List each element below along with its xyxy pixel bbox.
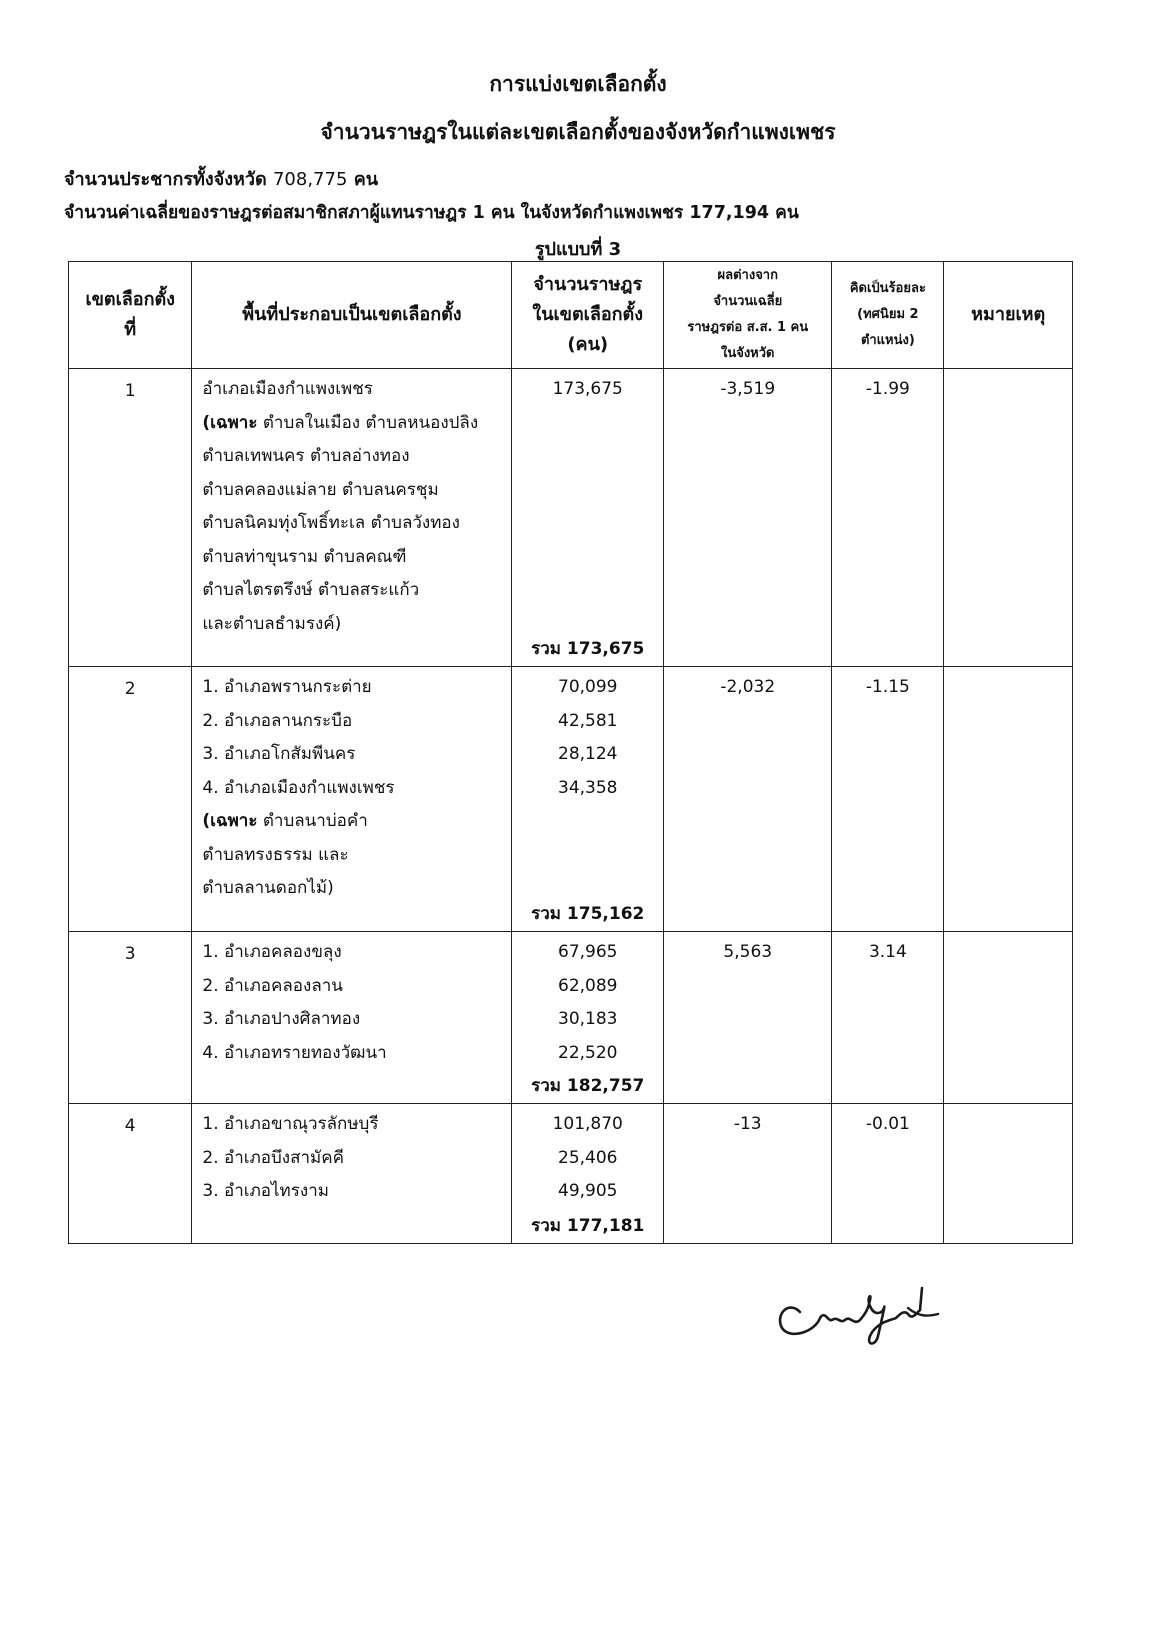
area-line <box>202 373 510 407</box>
population-total: รวม 175,162 <box>531 903 645 924</box>
district-area <box>192 667 512 932</box>
area-line-text: 3. อำเภอโกสัมพีนคร <box>202 744 356 764</box>
population-total: รวม 177,181 <box>531 1215 645 1236</box>
area-line-text: 4. อำเภอเมืองกำแพงเพชร <box>202 777 395 798</box>
population-value: 22,520 <box>558 1042 618 1063</box>
district-percent <box>832 1104 944 1244</box>
area-line <box>202 1175 510 1209</box>
population-value: 49,905 <box>558 1181 618 1201</box>
district-number: 3 <box>69 932 192 1104</box>
diff-value: 5,563 <box>723 942 773 962</box>
area-line-text: ตำบลนาบ่อคำ <box>257 811 368 831</box>
population-value: 101,870 <box>552 1114 623 1134</box>
area-line-text: 2. อำเภอคลองลาน <box>202 975 343 996</box>
population-value <box>513 574 662 608</box>
area-line-text: ตำบลท่าขุนราม ตำบลคณฑี <box>202 546 407 567</box>
header-area: พื้นที่ประกอบเป็นเขตเลือกตั้ง <box>192 262 512 369</box>
average-line: จำนวนค่าเฉลี่ยของราษฎรต่อสมาชิกสภาผู้แทนราษฎร 1 คน ในจังหวัดกำแพงเพชร 177,194 คน <box>64 203 799 223</box>
area-line-text: ตำบลทรงธรรม และ <box>202 844 349 865</box>
diff-value: -3,519 <box>720 379 776 399</box>
area-line-text: ตำบลไตรตรึงษ์ ตำบลสระแก้ว <box>202 580 420 600</box>
district-population <box>512 667 664 932</box>
area-line-emphasis: (เฉพาะ <box>202 412 258 433</box>
district-number: 4 <box>69 1104 192 1244</box>
area-line-text: ตำบลนิคมทุ่งโพธิ์ทะเล ตำบลวังทอง <box>202 513 460 533</box>
area-line <box>202 440 510 474</box>
population-value: 67,965 <box>558 942 618 962</box>
area-line-text: 3. อำเภอปางศิลาทอง <box>202 1009 361 1029</box>
district-diff <box>664 1104 832 1244</box>
population-value: 708,775 <box>272 169 348 190</box>
signature-image <box>770 1270 960 1360</box>
district-percent <box>832 369 944 667</box>
population-total: รวม 182,757 <box>531 1075 645 1096</box>
percent-value: -1.99 <box>865 379 910 399</box>
population-unit: คน <box>353 169 379 190</box>
population-value <box>513 407 662 441</box>
model-label: รูปแบบที่ 3 <box>534 239 622 260</box>
district-population <box>512 932 664 1104</box>
population-value: 34,358 <box>558 777 618 798</box>
header-district: เขตเลือกตั้ง ที่ <box>69 262 192 369</box>
population-total: รวม 173,675 <box>531 638 645 659</box>
area-line <box>202 1003 510 1037</box>
area-line <box>202 970 510 1004</box>
district-diff <box>664 369 832 667</box>
district-diff <box>664 932 832 1104</box>
district-note <box>944 932 1073 1104</box>
table-row <box>69 932 1073 1104</box>
district-note <box>944 369 1073 667</box>
document-title: การแบ่งเขตเลือกตั้ง <box>489 72 667 96</box>
table-row <box>69 1104 1073 1244</box>
district-diff <box>664 667 832 932</box>
table-row <box>69 369 1073 667</box>
area-line <box>202 1142 510 1176</box>
population-line <box>64 164 378 193</box>
population-value <box>513 839 662 873</box>
area-line-text: 2. อำเภอลานกระบือ <box>202 710 353 731</box>
district-area <box>192 1104 512 1244</box>
area-line-text: 1. อำเภอขาณุวรลักษบุรี <box>202 1114 379 1134</box>
area-line <box>202 738 510 772</box>
area-line-text: 1. อำเภอพรานกระต่าย <box>202 677 372 697</box>
area-line-text: 3. อำเภอไทรงาม <box>202 1181 329 1201</box>
area-line <box>202 407 510 441</box>
population-value: 70,099 <box>558 677 618 697</box>
area-line-text: ตำบลลานดอกไม้) <box>202 878 334 898</box>
population-label: จำนวนประชากรทั้งจังหวัด <box>64 169 267 190</box>
population-value: 25,406 <box>558 1147 618 1168</box>
district-number: 2 <box>69 667 192 932</box>
area-line <box>202 772 510 806</box>
district-number: 1 <box>69 369 192 667</box>
population-value: 28,124 <box>558 744 618 764</box>
district-area <box>192 369 512 667</box>
population-value <box>513 474 662 508</box>
district-note <box>944 667 1073 932</box>
district-percent <box>832 932 944 1104</box>
percent-value: -1.15 <box>865 677 910 697</box>
diff-value: -2,032 <box>720 677 776 697</box>
district-area <box>192 932 512 1104</box>
district-note <box>944 1104 1073 1244</box>
table-header-row <box>69 262 1073 369</box>
population-value: 30,183 <box>558 1009 618 1029</box>
header-population: จำนวนราษฎร ในเขตเลือกตั้ง (คน) <box>512 262 664 369</box>
area-line-text: และตำบลธำมรงค์) <box>202 613 342 634</box>
area-line-text: 1. อำเภอคลองขลุง <box>202 942 342 962</box>
area-line-text: ตำบลในเมือง ตำบลหนองปลิง <box>257 412 479 433</box>
district-percent <box>832 667 944 932</box>
population-value <box>513 507 662 541</box>
population-value: 173,675 <box>552 379 623 399</box>
header-diff: ผลต่างจาก จำนวนเฉลี่ย ราษฎรต่อ ส.ส. 1 คน ในจังหวัด <box>664 262 832 369</box>
population-value <box>513 440 662 474</box>
header-note: หมายเหตุ <box>944 262 1073 369</box>
area-line <box>202 936 510 970</box>
area-line <box>202 671 510 705</box>
area-line-text: 4. อำเภอทรายทองวัฒนา <box>202 1042 387 1063</box>
diff-value: -13 <box>733 1114 762 1134</box>
document-subtitle: จำนวนราษฎรในแต่ละเขตเลือกตั้งของจังหวัดกำแพงเพชร <box>320 120 836 144</box>
area-line-text: ตำบลคลองแม่ลาย ตำบลนครชุม <box>202 479 439 500</box>
area-line <box>202 507 510 541</box>
district-table <box>68 261 1073 1244</box>
percent-value: -0.01 <box>865 1114 910 1134</box>
area-line <box>202 1108 510 1142</box>
population-value: 62,089 <box>558 975 618 996</box>
population-value: 42,581 <box>558 710 618 731</box>
area-line <box>202 805 510 839</box>
area-line <box>202 541 510 575</box>
population-value <box>513 541 662 575</box>
table-row <box>69 667 1073 932</box>
area-line <box>202 705 510 739</box>
area-line <box>202 839 510 873</box>
area-line-emphasis: (เฉพาะ <box>202 811 258 831</box>
percent-value: 3.14 <box>868 942 907 962</box>
area-line <box>202 608 510 642</box>
header-percent: คิดเป็นร้อยละ (ทศนิยม 2 ตำแหน่ง) <box>832 262 944 369</box>
district-population <box>512 369 664 667</box>
area-line-text: อำเภอเมืองกำแพงเพชร <box>202 379 373 399</box>
area-line <box>202 574 510 608</box>
area-line-text: ตำบลเทพนคร ตำบลอ่างทอง <box>202 446 410 466</box>
population-value <box>513 805 662 839</box>
district-population <box>512 1104 664 1244</box>
area-line-text: 2. อำเภอบึงสามัคคี <box>202 1147 344 1168</box>
area-line <box>202 474 510 508</box>
area-line <box>202 1037 510 1071</box>
area-line <box>202 872 510 906</box>
